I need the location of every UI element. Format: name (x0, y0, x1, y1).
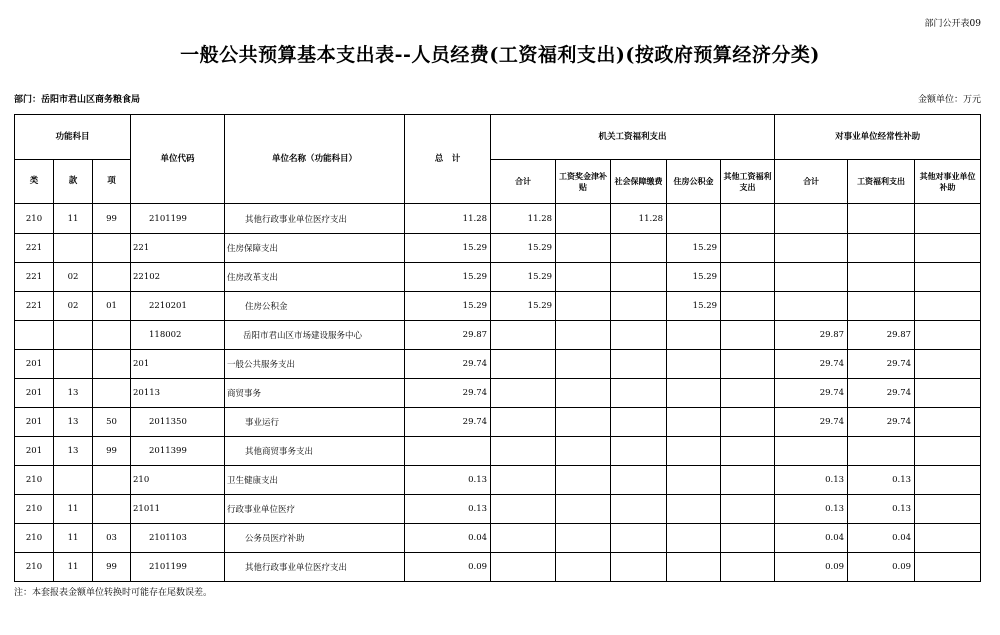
cell-name: 住房改革支出 (225, 263, 405, 292)
cell-total: 29.74 (405, 379, 491, 408)
cell-org-social (611, 437, 667, 466)
cell-lei: 210 (15, 495, 54, 524)
cell-kuan: 13 (54, 408, 93, 437)
cell-total: 0.09 (405, 553, 491, 582)
cell-org-total: 15.29 (491, 292, 556, 321)
cell-lei: 221 (15, 234, 54, 263)
cell-lei: 210 (15, 466, 54, 495)
cell-sub-total: 0.13 (775, 466, 848, 495)
cell-sub-other (915, 292, 981, 321)
cell-lei: 210 (15, 524, 54, 553)
cell-sub-total (775, 234, 848, 263)
cell-lei: 201 (15, 379, 54, 408)
cell-code: 2101199 (131, 204, 225, 234)
header-group-sub: 对事业单位经常性补助 (775, 115, 981, 160)
cell-kuan: 02 (54, 292, 93, 321)
cell-org-housing (667, 466, 721, 495)
table-row (15, 350, 981, 379)
cell-lei: 201 (15, 350, 54, 379)
cell-sub-other (915, 379, 981, 408)
cell-org-salary (556, 234, 611, 263)
table-row (15, 321, 981, 350)
cell-org-salary (556, 350, 611, 379)
cell-kuan: 13 (54, 437, 93, 466)
cell-xiang (93, 495, 131, 524)
cell-xiang: 50 (93, 408, 131, 437)
cell-total: 15.29 (405, 292, 491, 321)
cell-code: 221 (131, 234, 225, 263)
table-row (15, 408, 981, 437)
cell-org-other (721, 204, 775, 234)
cell-xiang (93, 350, 131, 379)
cell-code: 2101103 (131, 524, 225, 553)
cell-sub-total: 29.74 (775, 379, 848, 408)
header-sub-salary: 工资福利支出 (848, 160, 915, 204)
cell-sub-salary: 0.09 (848, 553, 915, 582)
cell-org-social (611, 234, 667, 263)
cell-total: 0.13 (405, 466, 491, 495)
cell-org-housing (667, 379, 721, 408)
cell-org-other (721, 437, 775, 466)
cell-total: 0.13 (405, 495, 491, 524)
cell-org-housing (667, 553, 721, 582)
cell-org-total: 15.29 (491, 263, 556, 292)
cell-org-social (611, 495, 667, 524)
cell-org-housing: 15.29 (667, 292, 721, 321)
cell-sub-total (775, 437, 848, 466)
cell-xiang (93, 263, 131, 292)
cell-kuan (54, 321, 93, 350)
cell-sub-total: 0.04 (775, 524, 848, 553)
cell-org-total (491, 408, 556, 437)
header-org-housing: 住房公积金 (667, 160, 721, 204)
cell-org-social (611, 263, 667, 292)
cell-kuan: 13 (54, 379, 93, 408)
cell-org-other (721, 350, 775, 379)
cell-sub-salary (848, 437, 915, 466)
cell-total: 29.87 (405, 321, 491, 350)
header-org-social: 社会保障缴费 (611, 160, 667, 204)
header-xiang: 项 (93, 160, 131, 204)
cell-lei: 210 (15, 204, 54, 234)
cell-kuan: 11 (54, 553, 93, 582)
cell-name: 住房公积金 (225, 292, 405, 321)
cell-xiang: 99 (93, 204, 131, 234)
cell-total: 15.29 (405, 263, 491, 292)
cell-sub-salary: 29.74 (848, 379, 915, 408)
cell-lei: 201 (15, 437, 54, 466)
cell-sub-total: 29.87 (775, 321, 848, 350)
header-lei: 类 (15, 160, 54, 204)
cell-lei: 221 (15, 263, 54, 292)
cell-sub-other (915, 437, 981, 466)
header-org-other: 其他工资福利支出 (721, 160, 775, 204)
cell-sub-other (915, 495, 981, 524)
cell-lei: 221 (15, 292, 54, 321)
cell-org-salary (556, 204, 611, 234)
cell-org-salary (556, 408, 611, 437)
cell-lei (15, 321, 54, 350)
table-row (15, 437, 981, 466)
table-row (15, 292, 981, 321)
header-unit-name: 单位名称（功能科目） (225, 115, 405, 204)
cell-sub-other (915, 350, 981, 379)
cell-org-other (721, 321, 775, 350)
cell-total: 29.74 (405, 408, 491, 437)
cell-sub-other (915, 524, 981, 553)
cell-kuan (54, 234, 93, 263)
cell-org-total (491, 350, 556, 379)
cell-org-salary (556, 437, 611, 466)
cell-name: 卫生健康支出 (225, 466, 405, 495)
cell-total: 0.04 (405, 524, 491, 553)
cell-sub-salary: 29.74 (848, 350, 915, 379)
cell-sub-salary (848, 263, 915, 292)
cell-sub-other (915, 263, 981, 292)
cell-org-salary (556, 524, 611, 553)
header-func-subject: 功能科目 (15, 115, 131, 160)
cell-xiang: 01 (93, 292, 131, 321)
cell-lei: 210 (15, 553, 54, 582)
cell-name: 其他行政事业单位医疗支出 (225, 204, 405, 234)
cell-org-social (611, 321, 667, 350)
header-total: 总 计 (405, 115, 491, 204)
cell-org-social (611, 466, 667, 495)
cell-sub-other (915, 234, 981, 263)
cell-sub-total (775, 263, 848, 292)
table-row (15, 204, 981, 234)
cell-org-total (491, 466, 556, 495)
cell-org-social (611, 553, 667, 582)
cell-name: 公务员医疗补助 (225, 524, 405, 553)
cell-name: 其他行政事业单位医疗支出 (225, 553, 405, 582)
cell-org-other (721, 495, 775, 524)
table-row (15, 524, 981, 553)
cell-lei: 201 (15, 408, 54, 437)
cell-total: 11.28 (405, 204, 491, 234)
cell-org-other (721, 263, 775, 292)
table-row (15, 263, 981, 292)
cell-kuan: 11 (54, 524, 93, 553)
cell-org-total (491, 495, 556, 524)
cell-total: 29.74 (405, 350, 491, 379)
cell-org-other (721, 408, 775, 437)
header-unit-code: 单位代码 (131, 115, 225, 204)
cell-org-total (491, 524, 556, 553)
cell-code: 2011399 (131, 437, 225, 466)
cell-org-other (721, 466, 775, 495)
cell-kuan (54, 350, 93, 379)
table-row (15, 234, 981, 263)
cell-name: 一般公共服务支出 (225, 350, 405, 379)
cell-org-salary (556, 466, 611, 495)
table-number-label: 部门公开表09 (924, 19, 981, 29)
cell-name: 住房保障支出 (225, 234, 405, 263)
cell-total: 15.29 (405, 234, 491, 263)
cell-org-housing (667, 321, 721, 350)
cell-sub-other (915, 466, 981, 495)
header-sub-total: 合计 (775, 160, 848, 204)
cell-org-social (611, 379, 667, 408)
cell-sub-salary: 0.13 (848, 495, 915, 524)
cell-org-housing (667, 204, 721, 234)
cell-sub-other (915, 321, 981, 350)
cell-org-housing (667, 495, 721, 524)
header-kuan: 款 (54, 160, 93, 204)
cell-org-total (491, 553, 556, 582)
table-row (15, 466, 981, 495)
cell-org-social (611, 524, 667, 553)
cell-code: 2101199 (131, 553, 225, 582)
cell-org-housing: 15.29 (667, 263, 721, 292)
cell-org-other (721, 553, 775, 582)
cell-xiang (93, 234, 131, 263)
cell-org-total: 11.28 (491, 204, 556, 234)
cell-org-housing (667, 437, 721, 466)
cell-code: 21011 (131, 495, 225, 524)
cell-sub-total: 29.74 (775, 350, 848, 379)
cell-sub-total (775, 292, 848, 321)
cell-sub-salary: 29.87 (848, 321, 915, 350)
cell-xiang: 99 (93, 553, 131, 582)
cell-xiang (93, 321, 131, 350)
cell-sub-other (915, 204, 981, 234)
page-title: 一般公共预算基本支出表--人员经费(工资福利支出)(按政府预算经济分类) (180, 44, 820, 66)
department-label: 部门：岳阳市君山区商务粮食局 (14, 95, 141, 105)
cell-xiang (93, 379, 131, 408)
amount-unit-label: 金额单位：万元 (917, 95, 981, 105)
cell-name: 岳阳市君山区市场建设服务中心 (225, 321, 405, 350)
cell-name: 行政事业单位医疗 (225, 495, 405, 524)
cell-name: 其他商贸事务支出 (225, 437, 405, 466)
cell-kuan: 11 (54, 495, 93, 524)
cell-sub-salary: 29.74 (848, 408, 915, 437)
cell-kuan: 11 (54, 204, 93, 234)
cell-xiang: 03 (93, 524, 131, 553)
cell-org-housing (667, 524, 721, 553)
cell-code: 22102 (131, 263, 225, 292)
header-org-total: 合计 (491, 160, 556, 204)
header-sub-other: 其他对事业单位补助 (915, 160, 981, 204)
cell-code: 2011350 (131, 408, 225, 437)
cell-code: 210 (131, 466, 225, 495)
cell-org-other (721, 292, 775, 321)
table-row (15, 379, 981, 408)
table-row (15, 553, 981, 582)
cell-org-other (721, 234, 775, 263)
cell-org-housing: 15.29 (667, 234, 721, 263)
budget-table (14, 114, 981, 582)
header-org-salary: 工资奖金津补贴 (556, 160, 611, 204)
cell-sub-salary (848, 292, 915, 321)
footnote: 注：本套报表金额单位转换时可能存在尾数误差。 (14, 588, 213, 598)
header-group-org: 机关工资福利支出 (491, 115, 775, 160)
cell-sub-salary (848, 204, 915, 234)
cell-total (405, 437, 491, 466)
cell-org-salary (556, 495, 611, 524)
cell-org-salary (556, 553, 611, 582)
cell-code: 118002 (131, 321, 225, 350)
cell-org-salary (556, 292, 611, 321)
cell-org-total (491, 437, 556, 466)
cell-org-salary (556, 263, 611, 292)
table-row (15, 495, 981, 524)
cell-org-social (611, 292, 667, 321)
cell-org-total (491, 379, 556, 408)
cell-code: 201 (131, 350, 225, 379)
cell-org-housing (667, 350, 721, 379)
cell-sub-salary: 0.04 (848, 524, 915, 553)
cell-sub-other (915, 553, 981, 582)
cell-sub-total (775, 204, 848, 234)
cell-org-salary (556, 379, 611, 408)
cell-sub-total: 29.74 (775, 408, 848, 437)
cell-org-other (721, 379, 775, 408)
cell-kuan (54, 466, 93, 495)
cell-sub-total: 0.09 (775, 553, 848, 582)
cell-xiang (93, 466, 131, 495)
cell-org-housing (667, 408, 721, 437)
cell-sub-salary (848, 234, 915, 263)
cell-name: 商贸事务 (225, 379, 405, 408)
cell-org-total: 15.29 (491, 234, 556, 263)
cell-org-social: 11.28 (611, 204, 667, 234)
cell-name: 事业运行 (225, 408, 405, 437)
cell-sub-salary: 0.13 (848, 466, 915, 495)
cell-code: 2210201 (131, 292, 225, 321)
cell-org-social (611, 408, 667, 437)
cell-org-other (721, 524, 775, 553)
cell-org-total (491, 321, 556, 350)
cell-xiang: 99 (93, 437, 131, 466)
cell-org-salary (556, 321, 611, 350)
cell-kuan: 02 (54, 263, 93, 292)
cell-sub-total: 0.13 (775, 495, 848, 524)
cell-sub-other (915, 408, 981, 437)
cell-code: 20113 (131, 379, 225, 408)
cell-org-social (611, 350, 667, 379)
